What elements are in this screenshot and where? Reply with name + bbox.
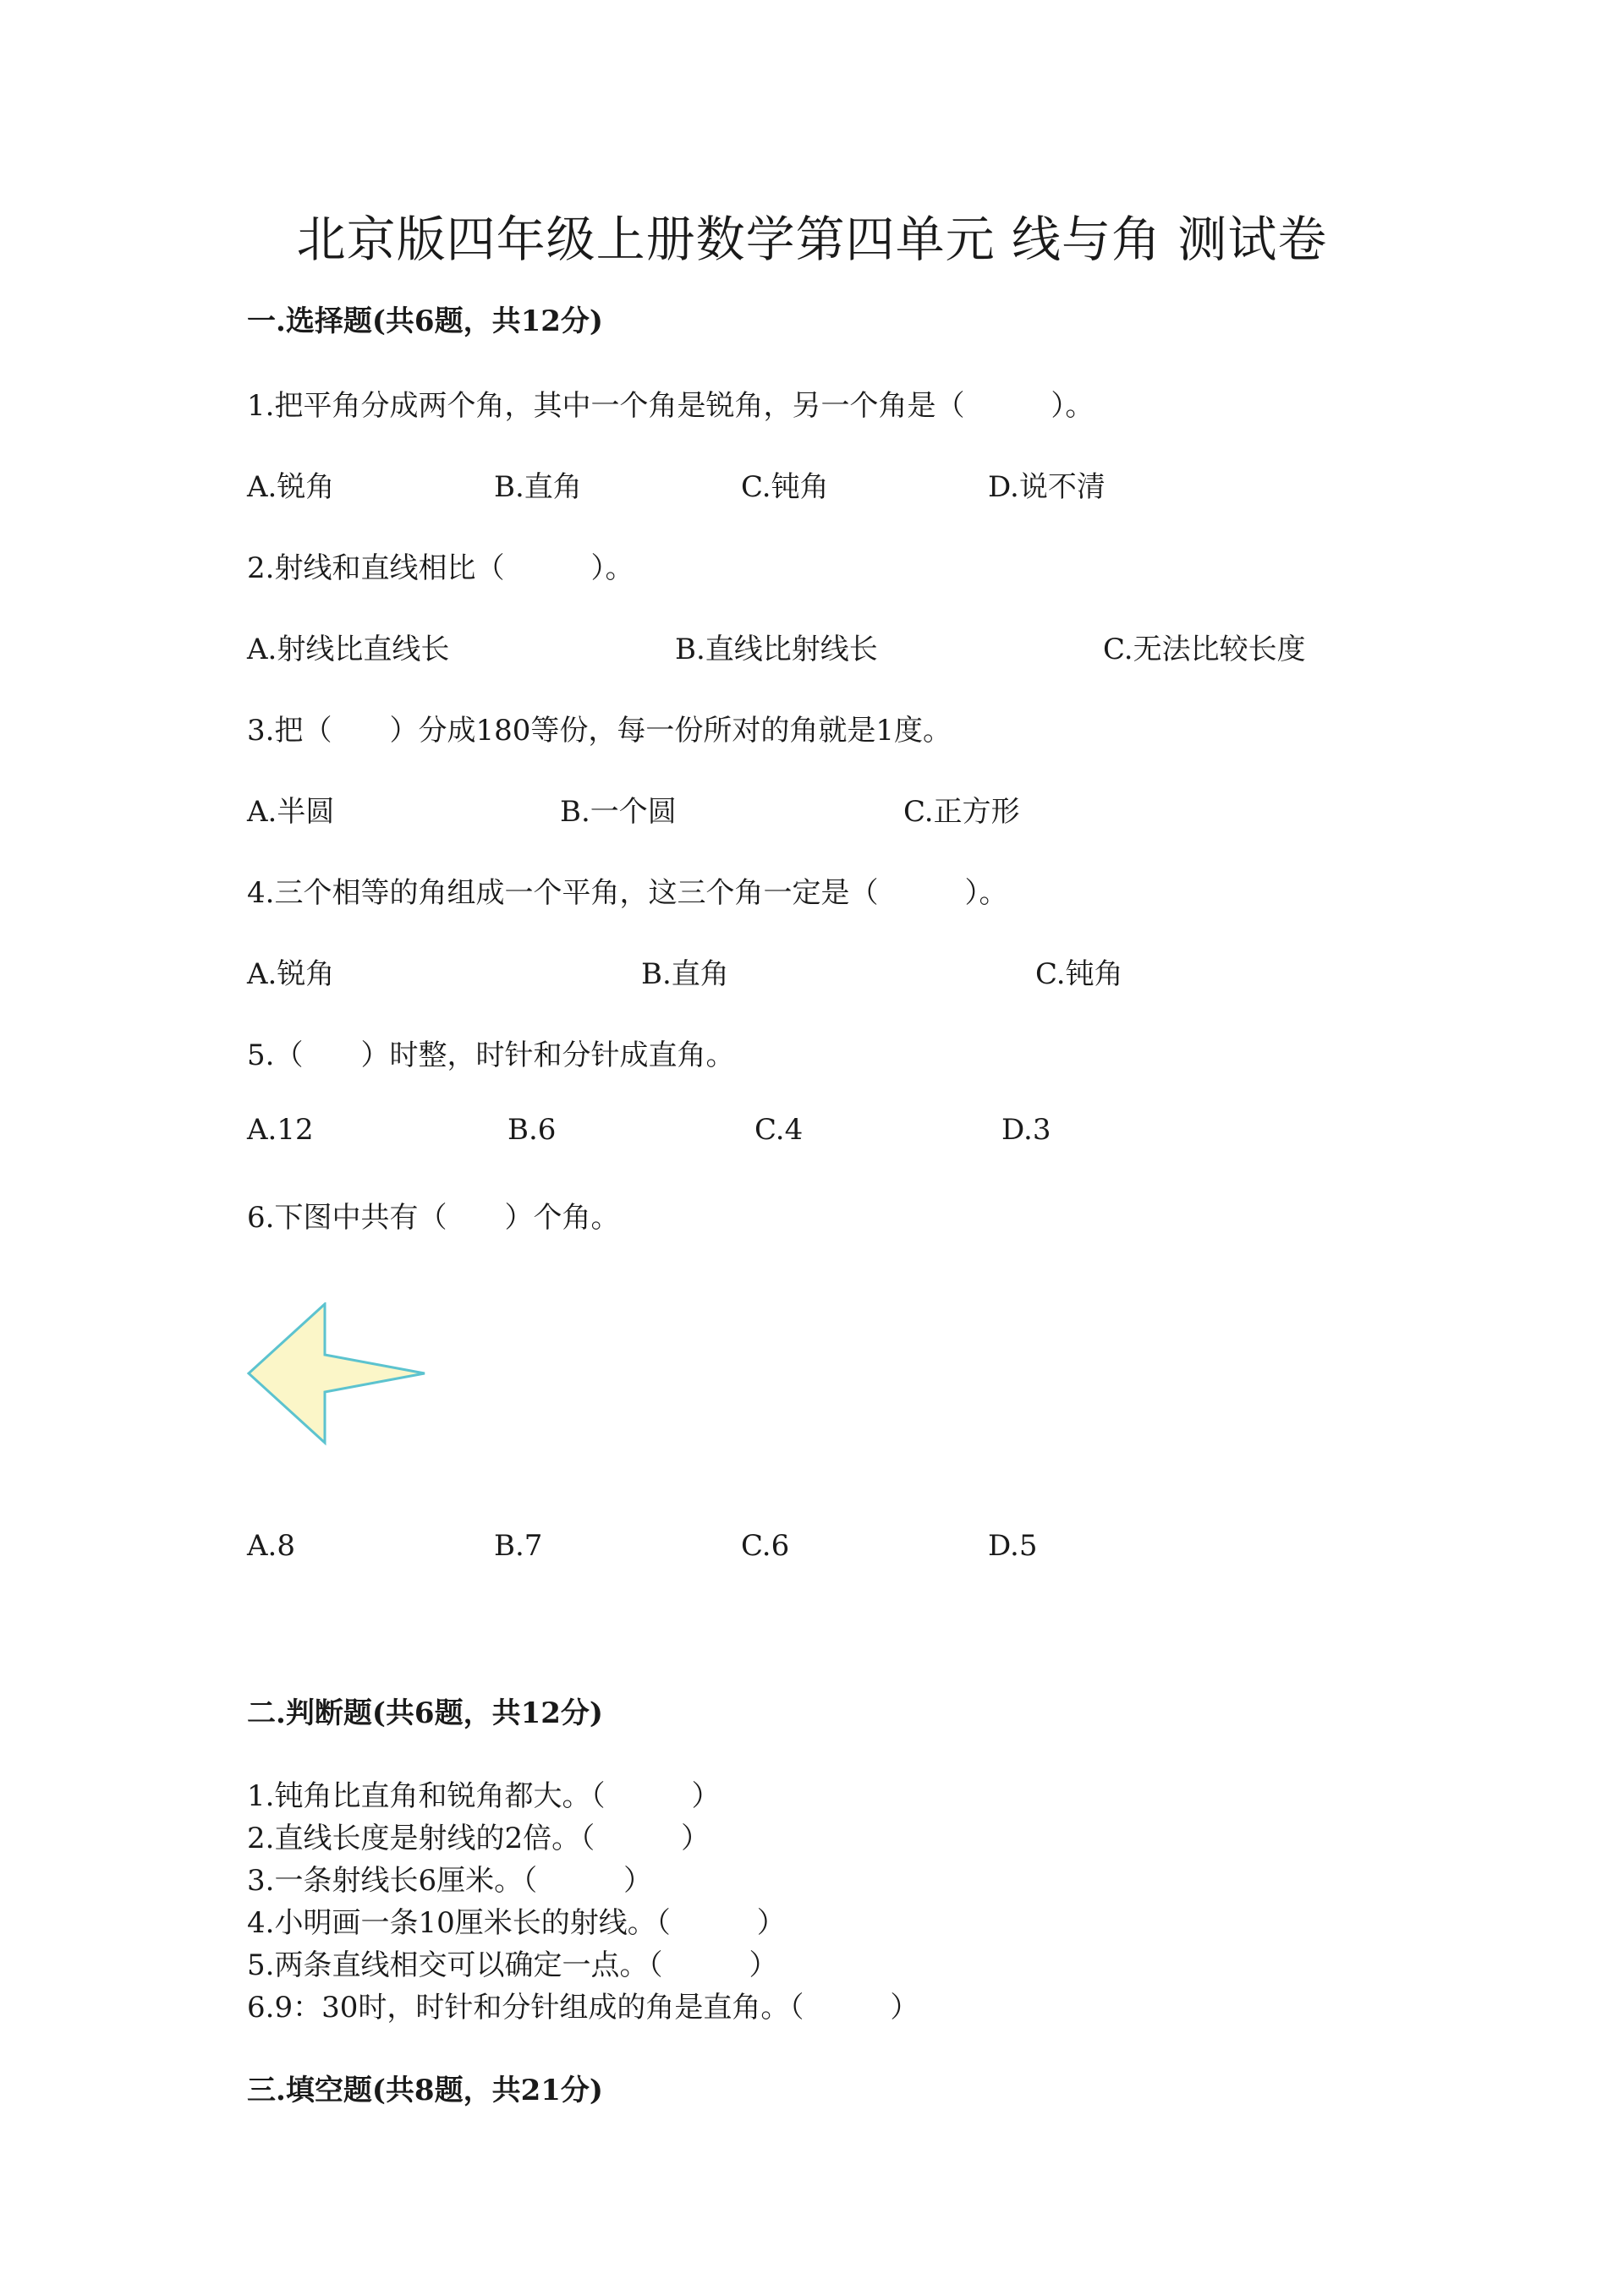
section-heading-choice: 一.选择题(共6题，共12分) (247, 304, 603, 338)
question-6: 6.下图中共有（ ）个角。 (247, 1201, 620, 1235)
judge-item-6: 6.9：30时，时针和分针组成的角是直角。（ ） (247, 1991, 919, 2025)
judge-item-1: 1.钝角比直角和锐角都大。（ ） (247, 1779, 721, 1813)
judge-item-3: 3.一条射线长6厘米。（ ） (247, 1864, 653, 1898)
section-heading-judge: 二.判断题(共6题，共12分) (247, 1696, 603, 1730)
q1-option-a: A.锐角 (247, 470, 335, 504)
q6-option-c: C.6 (741, 1529, 790, 1563)
q6-option-d: D.5 (988, 1529, 1038, 1563)
q5-option-b: B.6 (508, 1113, 557, 1147)
question-4: 4.三个相等的角组成一个平角，这三个角一定是（ ）。 (247, 876, 1008, 910)
q1-option-d: D.说不清 (988, 470, 1106, 504)
q5-option-a: A.12 (247, 1113, 314, 1147)
q2-option-b: B.直线比射线长 (675, 633, 878, 666)
q2-option-c: C.无法比较长度 (1103, 633, 1306, 666)
arrow-angle-figure (244, 1302, 430, 1458)
q2-option-a: A.射线比直线长 (247, 633, 450, 666)
q3-option-c: C.正方形 (903, 795, 1020, 829)
section-heading-fill: 三.填空题(共8题，共21分) (247, 2074, 603, 2107)
question-2: 2.射线和直线相比（ ）。 (247, 551, 634, 585)
q3-option-b: B.一个圆 (560, 795, 677, 829)
q3-option-a: A.半圆 (247, 795, 335, 829)
q4-option-b: B.直角 (641, 957, 729, 991)
judge-item-2: 2.直线长度是射线的2倍。（ ） (247, 1822, 710, 1855)
q5-option-d: D.3 (1001, 1113, 1051, 1147)
q1-option-b: B.直角 (494, 470, 582, 504)
judge-item-4: 4.小明画一条10厘米长的射线。（ ） (247, 1906, 786, 1940)
q6-option-a: A.8 (247, 1529, 295, 1563)
question-5: 5.（ ）时整，时针和分针成直角。 (247, 1038, 735, 1072)
q4-option-a: A.锐角 (247, 957, 335, 991)
question-1: 1.把平角分成两个角，其中一个角是锐角，另一个角是（ ）。 (247, 389, 1095, 423)
question-3: 3.把（ ）分成180等份，每一份所对的角就是1度。 (247, 714, 952, 748)
page-title: 北京版四年级上册数学第四单元 线与角 测试卷 (296, 211, 1328, 268)
arrow-shape (249, 1304, 425, 1443)
q6-option-b: B.7 (494, 1529, 543, 1563)
q5-option-c: C.4 (754, 1113, 804, 1147)
q1-option-c: C.钝角 (741, 470, 829, 504)
judge-item-5: 5.两条直线相交可以确定一点。（ ） (247, 1948, 778, 1982)
q4-option-c: C.钝角 (1035, 957, 1123, 991)
